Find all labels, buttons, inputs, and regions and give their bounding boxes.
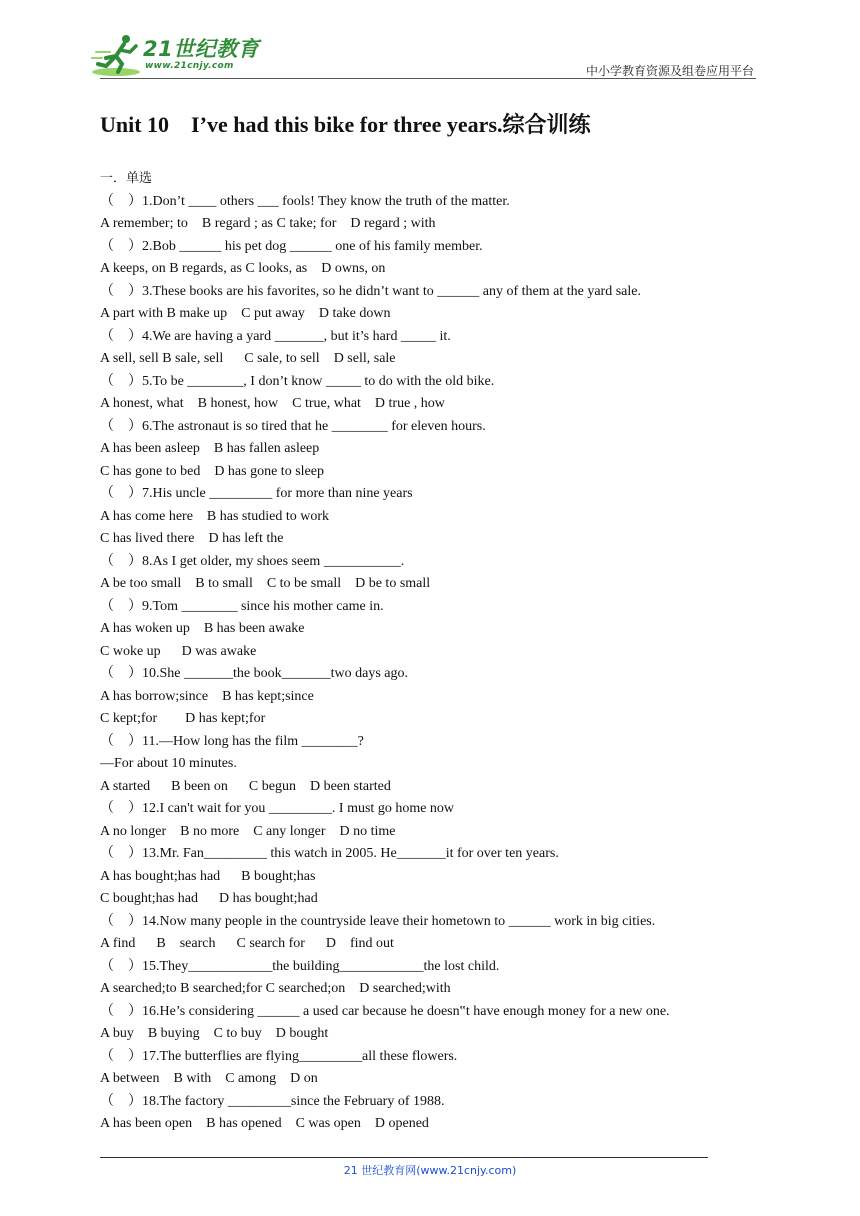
logo-text: 21世纪教育 [143,37,260,61]
answer-option-line: A has woken up B has been awake [100,621,305,636]
question-line: （ ）7.His uncle _________ for more than nine years [100,486,413,501]
answer-option-line: —For about 10 minutes. [100,756,237,771]
question-line: （ ）9.Tom ________ since his mother came in. [100,598,384,614]
question-line: （ ）15.They____________the building____________the lost child. [100,958,500,974]
logo [90,32,260,78]
question-line: （ ）11.—How long has the film ________? [100,733,364,749]
question-line: （ ）14.Now many people in the countryside leave their hometown to ______ work in big cities. [100,913,656,929]
question-line: （ ）10.She _______the book_______two days ago. [100,666,408,681]
footer-divider [100,1157,708,1158]
question-line: （ ）4.We are having a yard _______, but it’s hard _____ it. [100,328,451,344]
footer-text: 21 世纪教育网(www.21cnjy.com) [343,1164,517,1177]
runner-logo-icon [90,32,150,78]
answer-option-line: A has been asleep B has fallen asleep [100,441,320,456]
header-divider [100,78,756,79]
question-line: （ ）3.These books are his favorites, so he didn’t want to ______ any of them at the yard sale. [100,283,641,299]
answer-option-line: A sell, sell B sale, sell C sale, to sell D sell, sale [100,351,396,366]
answer-option-line: C has gone to bed D has gone to sleep [100,463,324,479]
answer-option-line: A remember; to B regard ; as C take; for D regard ; with [100,216,436,231]
question-line: （ ）17.The butterflies are flying_________all these flowers. [100,1048,458,1064]
question-line: （ ）12.I can't wait for you _________. I must go home now [100,801,455,816]
header-tagline: 中小学教育资源及组卷应用平台 [585,64,754,78]
page-title: Unit 10 I’ve had this bike for three years.综合训练 [100,112,591,137]
answer-option-line: C has lived there D has left the [100,531,284,546]
answer-option-line: A no longer B no more C any longer D no time [100,823,396,839]
answer-option-line: A buy B buying C to buy D bought [100,1026,329,1041]
answer-option-line: A has bought;has had B bought;has [100,868,316,884]
answer-option-line: A find B search C search for D find out [100,936,394,951]
answer-option-line: A has been open B has opened C was open D opened [100,1116,429,1131]
answer-option-line: A has borrow;since B has kept;since [100,688,314,704]
answer-option-line: C woke up D was awake [100,643,257,659]
question-line: （ ）1.Don’t ____ others ___ fools! They know the truth of the matter. [100,193,510,209]
page-header [0,0,860,80]
answer-option-line: A part with B make up C put away D take down [100,306,391,321]
answer-option-line: A honest, what B honest, how C true, what D true , how [100,396,445,411]
answer-option-line: A has come here B has studied to work [100,508,330,524]
question-line: （ ）16.He’s considering ______ a used car because he doesn‟t have enough money for a new one. [100,1003,670,1019]
question-line: （ ）6.The astronaut is so tired that he ________ for eleven hours. [100,418,486,434]
answer-option-line: A keeps, on B regards, as C looks, as D owns, on [100,261,386,276]
answer-option-line: C kept;for D has kept;for [100,711,266,726]
question-line: （ ）2.Bob ______ his pet dog ______ one of his family member. [100,238,483,254]
logo-url: www.21cnjy.com [145,61,234,71]
answer-option-line: C bought;has had D has bought;had [100,891,318,906]
question-line: （ ）5.To be ________, I don’t know _____ to do with the old bike. [100,373,495,389]
section-label: 一．单选 [100,171,153,186]
answer-option-line: A be too small B to small C to be small D be to small [100,576,431,591]
answer-option-line: A between B with C among D on [100,1071,318,1086]
question-line: （ ）18.The factory _________since the February of 1988. [100,1093,445,1109]
question-line: （ ）8.As I get older, my shoes seem ___________. [100,553,405,569]
answer-option-line: A searched;to B searched;for C searched;on D searched;with [100,981,451,996]
question-list [100,191,760,1136]
answer-option-line: A started B been on C begun D been started [100,778,391,794]
exercise-content [100,168,760,1136]
question-line: （ ）13.Mr. Fan_________ this watch in 2005. He_______it for over ten years. [100,846,559,861]
